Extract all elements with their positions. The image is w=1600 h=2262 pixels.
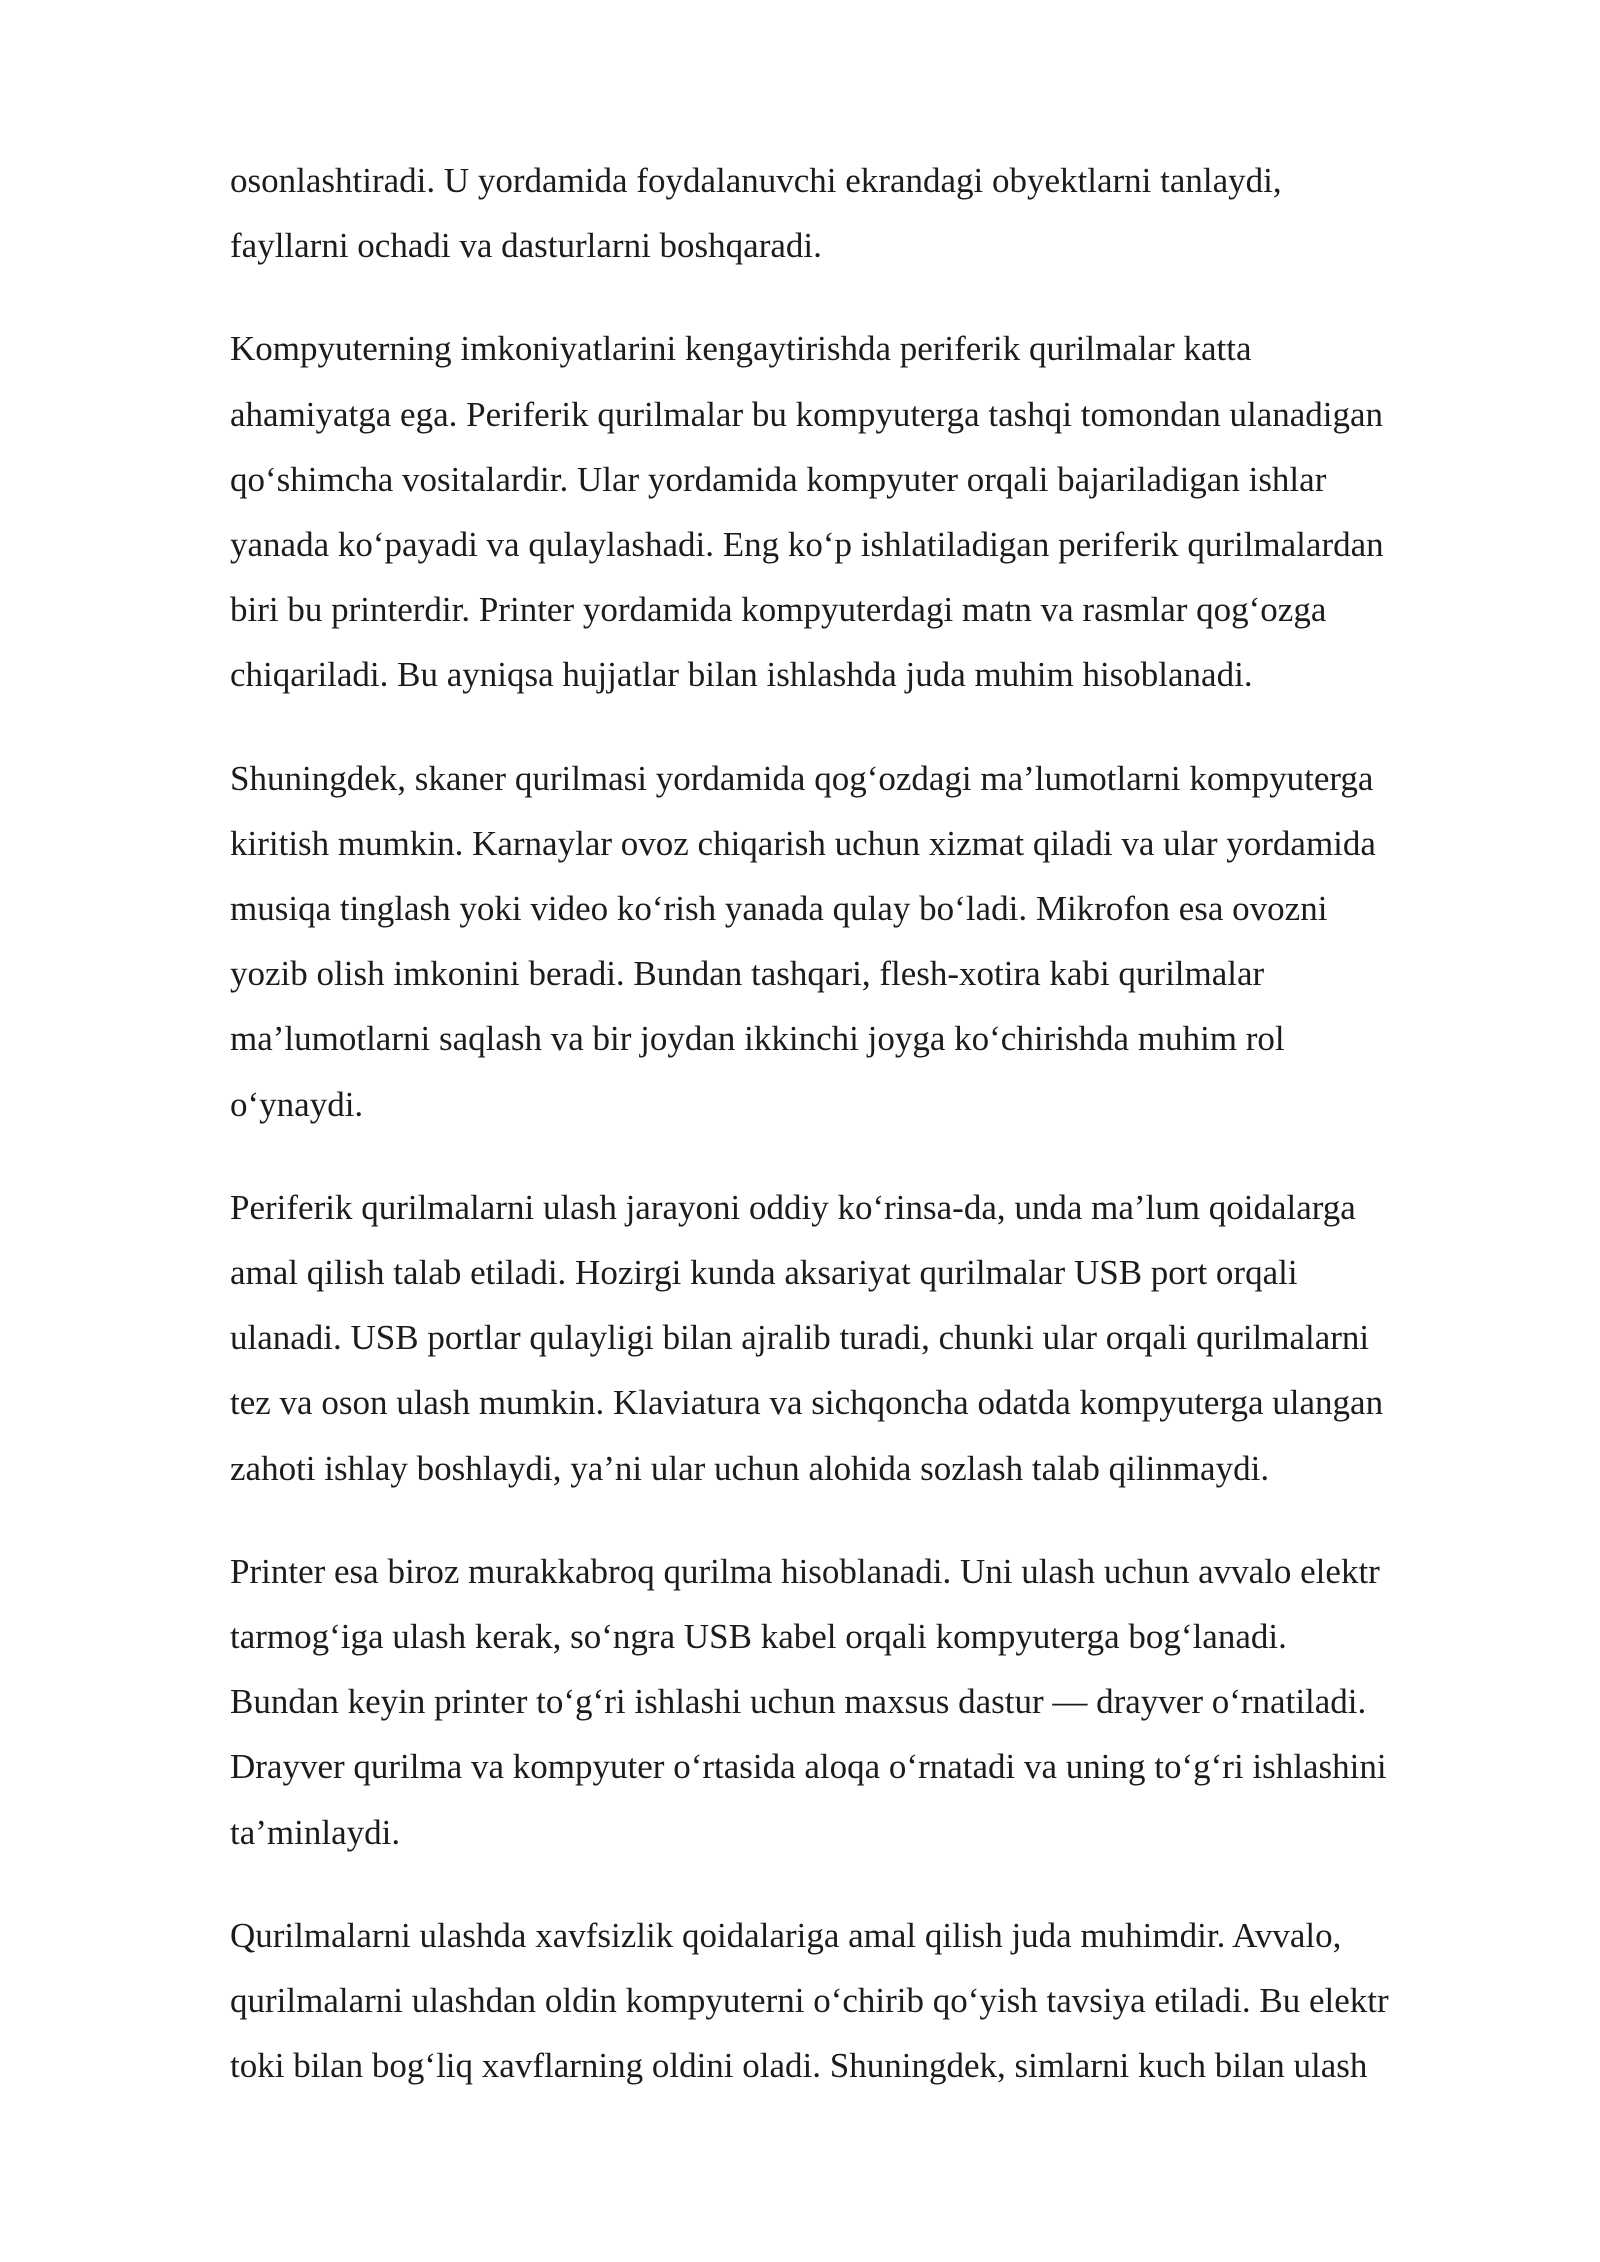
paragraph-6 xyxy=(230,1903,1490,2099)
text-line: toki bilan bog‘liq xavflarning oldini oladi. Shuningdek, simlarni kuch bilan ulash xyxy=(230,2046,1368,2086)
text-line: o‘ynaydi. xyxy=(230,1084,364,1124)
text-line: Qurilmalarni ulashda xavfsizlik qoidalariga amal qilish juda muhimdir. Avvalo, xyxy=(230,1915,1342,1955)
text-line: amal qilish talab etiladi. Hozirgi kunda aksariyat qurilmalar USB port orqali xyxy=(230,1253,1298,1293)
text-line: yozib olish imkonini beradi. Bundan tashqari, flesh-xotira kabi qurilmalar xyxy=(230,954,1265,994)
text-line: Kompyuterning imkoniyatlarini kengaytirishda periferik qurilmalar katta xyxy=(230,329,1252,369)
text-line: qurilmalarni ulashdan oldin kompyuterni o‘chirib qo‘yish tavsiya etiladi. Bu elektr xyxy=(230,1981,1389,2021)
document-body xyxy=(230,148,1490,2136)
text-line: ahamiyatga ega. Periferik qurilmalar bu kompyuterga tashqi tomondan ulanadigan xyxy=(230,394,1384,434)
text-line: Bundan keyin printer to‘g‘ri ishlashi uchun maxsus dastur — drayver o‘rnatiladi. xyxy=(230,1682,1367,1722)
paragraph-3 xyxy=(230,746,1490,1137)
text-line: qo‘shimcha vositalardir. Ular yordamida kompyuter orqali bajariladigan ishlar xyxy=(230,459,1327,499)
text-line: Shuningdek, skaner qurilmasi yordamida qog‘ozdagi ma’lumotlarni kompyuterga xyxy=(230,758,1374,798)
paragraph-2 xyxy=(230,316,1490,707)
text-line: Periferik qurilmalarni ulash jarayoni oddiy ko‘rinsa-da, unda ma’lum qoidalarga xyxy=(230,1187,1356,1227)
text-line: chiqariladi. Bu ayniqsa hujjatlar bilan ishlashda juda muhim hisoblanadi. xyxy=(230,655,1253,695)
paragraph-4 xyxy=(230,1175,1490,1501)
text-line: Printer esa biroz murakkabroq qurilma hisoblanadi. Uni ulash uchun avvalo elektr xyxy=(230,1551,1380,1591)
text-line: biri bu printerdir. Printer yordamida kompyuterdagi matn va rasmlar qog‘ozga xyxy=(230,590,1327,630)
text-line: Drayver qurilma va kompyuter o‘rtasida aloqa o‘rnatadi va uning to‘g‘ri ishlashini xyxy=(230,1747,1387,1787)
text-line: kiritish mumkin. Karnaylar ovoz chiqarish uchun xizmat qiladi va ular yordamida xyxy=(230,823,1376,863)
text-line: tarmog‘iga ulash kerak, so‘ngra USB kabel orqali kompyuterga bog‘lanadi. xyxy=(230,1617,1287,1657)
text-line: musiqa tinglash yoki video ko‘rish yanada qulay bo‘ladi. Mikrofon esa ovozni xyxy=(230,889,1328,929)
text-line: tez va oson ulash mumkin. Klaviatura va sichqoncha odatda kompyuterga ulangan xyxy=(230,1383,1384,1423)
paragraph-1 xyxy=(230,148,1490,278)
text-line: ma’lumotlarni saqlash va bir joydan ikkinchi joyga ko‘chirishda muhim rol xyxy=(230,1019,1285,1059)
text-line: ulanadi. USB portlar qulayligi bilan ajralib turadi, chunki ular orqali qurilmalarni xyxy=(230,1318,1370,1358)
text-line: yanada ko‘payadi va qulaylashadi. Eng ko‘p ishlatiladigan periferik qurilmalardan xyxy=(230,525,1384,565)
text-line: ta’minlaydi. xyxy=(230,1812,401,1852)
text-line: fayllarni ochadi va dasturlarni boshqaradi. xyxy=(230,226,822,266)
text-line: osonlashtiradi. U yordamida foydalanuvchi ekrandagi obyektlarni tanlaydi, xyxy=(230,161,1282,200)
text-line: zahoti ishlay boshlaydi, ya’ni ular uchun alohida sozlash talab qilinmaydi. xyxy=(230,1448,1270,1488)
paragraph-5 xyxy=(230,1539,1490,1865)
